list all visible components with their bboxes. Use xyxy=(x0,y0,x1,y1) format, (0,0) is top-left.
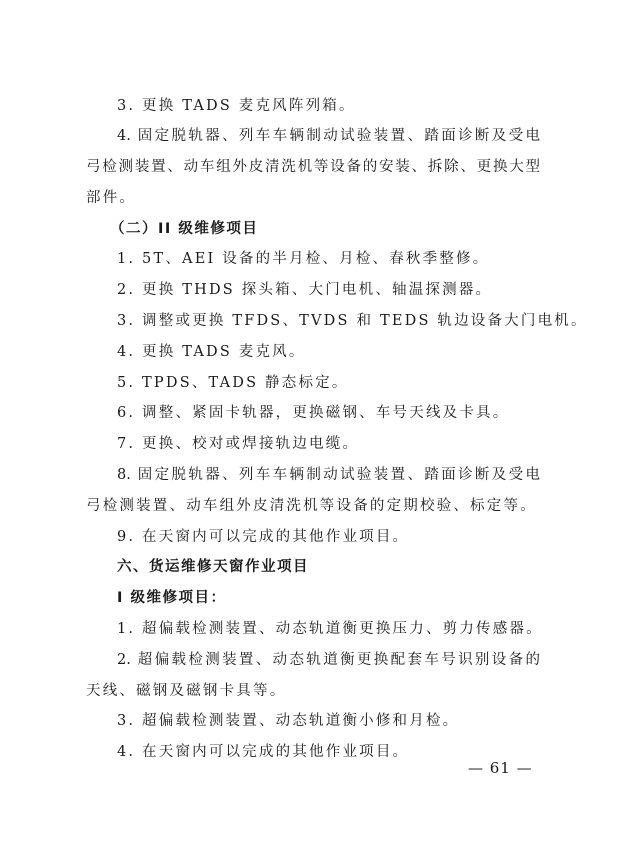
item-3-top: 3. 更换 TADS 麦克风阵列箱。 xyxy=(117,98,356,114)
level2-item-1: 1. 5T、AEI 设备的半月检、月检、春秋季整修。 xyxy=(117,251,490,267)
item-4-top-line3: 部件。 xyxy=(86,190,137,206)
level2-item-3: 3. 调整或更换 TFDS、TVDS 和 TEDS 轨边设备大门电机。 xyxy=(117,313,588,329)
level2-item-9: 9. 在天窗内可以完成的其他作业项目。 xyxy=(117,529,410,545)
section6-level1-heading: I 级维修项目： xyxy=(117,590,227,606)
section6-item-2-line2: 天线、磁钢及磁钢卡具等。 xyxy=(86,683,287,699)
level2-item-2: 2. 更换 THDS 探头箱、大门电机、轴温探测器。 xyxy=(117,282,493,298)
level2-item-8-line1: 8. 固定脱轨器、列车车辆制动试验装置、踏面诊断及受电 xyxy=(117,467,540,483)
level2-item-8-line2: 弓检测装置、动车组外皮清洗机等设备的定期校验、标定等。 xyxy=(86,498,537,514)
item-4-top-line1: 4. 固定脱轨器、列车车辆制动试验装置、踏面诊断及受电 xyxy=(117,128,540,144)
level2-item-5: 5. TPDS、TADS 静态标定。 xyxy=(117,375,349,391)
item-4-top-line2: 弓检测装置、动车组外皮清洗机等设备的安装、拆除、更换大型 xyxy=(86,159,540,175)
section6-item-3: 3. 超偏载检测装置、动态轨道衡小修和月检。 xyxy=(117,713,460,729)
page-number: — 61 — xyxy=(468,759,533,777)
section6-heading: 六、货运维修天窗作业项目 xyxy=(117,559,309,575)
level2-item-7: 7. 更换、校对或焊接轨边电缆。 xyxy=(117,436,360,452)
section6-item-2-line1: 2. 超偏载检测装置、动态轨道衡更换配套车号识别设备的 xyxy=(117,652,540,668)
level2-heading: （二）II 级维修项目 xyxy=(110,221,259,237)
section6-item-4: 4. 在天窗内可以完成的其他作业项目。 xyxy=(117,744,410,760)
level2-item-6: 6. 调整、紧固卡轨器，更换磁钢、车号天线及卡具。 xyxy=(117,405,510,421)
level2-item-4: 4. 更换 TADS 麦克风。 xyxy=(117,344,306,360)
section6-item-1: 1. 超偏载检测装置、动态轨道衡更换压力、剪力传感器。 xyxy=(117,621,543,637)
